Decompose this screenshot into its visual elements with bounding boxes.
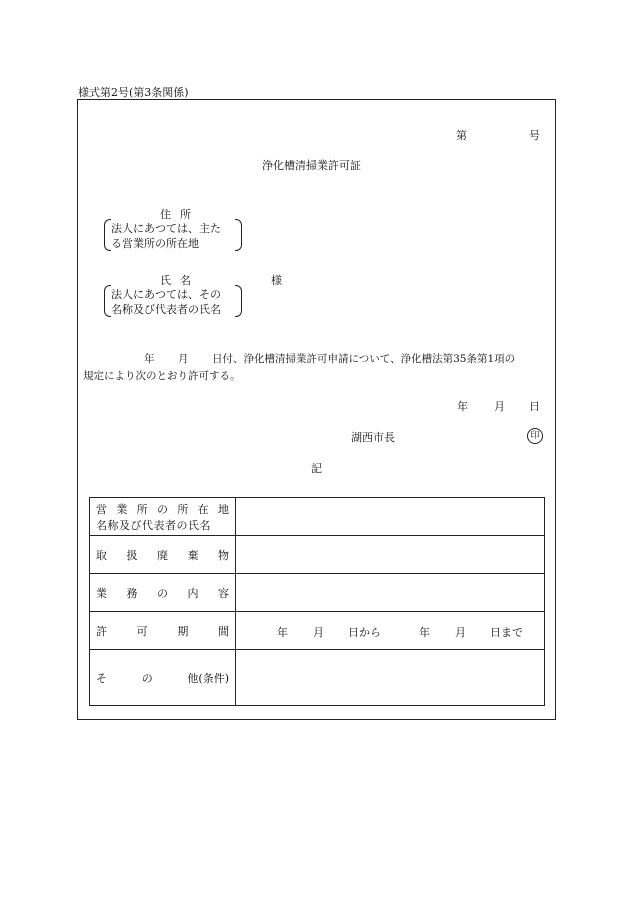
row1-char: 営 bbox=[96, 502, 107, 516]
document-title: 浄化槽清掃業許可証 bbox=[262, 159, 361, 172]
period-tsuki-1: 月 bbox=[313, 625, 324, 639]
row5-hoka: 他(条件) bbox=[187, 671, 229, 685]
period-hi-until: 日まで bbox=[490, 625, 523, 639]
form-number: 様式第2号(第3条関係) bbox=[78, 86, 189, 99]
name-note-line2: 名称及び代表者の氏名 bbox=[111, 303, 221, 316]
row3-char: 内 bbox=[187, 586, 199, 600]
row2-char: 扱 bbox=[126, 548, 138, 562]
row-value-office-name[interactable] bbox=[236, 498, 545, 536]
row-value-business[interactable] bbox=[236, 574, 545, 612]
row2-char: 廃 bbox=[157, 548, 168, 562]
row2-char: 物 bbox=[218, 548, 229, 562]
row1-char: の bbox=[156, 502, 168, 516]
row-value-period[interactable] bbox=[236, 612, 545, 650]
date-nen: 年 bbox=[457, 400, 468, 413]
date-tsuki: 月 bbox=[494, 400, 505, 413]
row4-char: 間 bbox=[217, 624, 229, 638]
row4-char: 可 bbox=[136, 624, 148, 638]
date-hi: 日 bbox=[529, 400, 540, 413]
row-label-business bbox=[90, 574, 236, 612]
row4-char: 許 bbox=[96, 624, 107, 638]
row3-char: 務 bbox=[126, 586, 138, 600]
name-honorific: 様 bbox=[271, 274, 282, 287]
row1-char: 在 bbox=[197, 502, 209, 516]
name-label-1: 氏 bbox=[160, 274, 171, 287]
name-bracket-left bbox=[104, 285, 111, 317]
address-label-1: 住 bbox=[160, 208, 171, 221]
number-dai: 第 bbox=[456, 129, 467, 142]
address-note-line1: 法人にあつては、主た bbox=[111, 222, 221, 235]
row-value-waste[interactable] bbox=[236, 536, 545, 574]
name-bracket-right bbox=[235, 285, 242, 317]
body-line1: 日付、浄化槽清掃業許可申請について、浄化槽法第35条第1項の bbox=[212, 353, 516, 365]
name-note-line1: 法人にあつては、その bbox=[111, 288, 221, 301]
row-value-other[interactable] bbox=[236, 650, 545, 706]
issuer: 湖西市長 bbox=[351, 431, 395, 444]
seal-mark: 印 bbox=[527, 428, 543, 444]
row4-char: 期 bbox=[177, 624, 189, 638]
address-note-line2: る営業所の所在地 bbox=[111, 237, 199, 250]
name-label-2: 名 bbox=[180, 274, 191, 287]
row3-char: 容 bbox=[218, 586, 229, 600]
row5-so: そ bbox=[96, 671, 107, 685]
period-hi-from: 日から bbox=[348, 625, 381, 639]
row1-label-line1 bbox=[96, 501, 229, 517]
table-row bbox=[90, 650, 545, 706]
row-label-waste bbox=[90, 536, 236, 574]
row-label-office-name bbox=[90, 498, 236, 536]
body-line2: 規定により次のとおり許可する。 bbox=[83, 370, 241, 382]
body-tsuki: 月 bbox=[178, 353, 189, 365]
period-nen-2: 年 bbox=[419, 625, 430, 639]
row2-char: 棄 bbox=[187, 548, 199, 562]
period-tsuki-2: 月 bbox=[455, 625, 466, 639]
row3-char: の bbox=[157, 586, 168, 600]
period-nen-1: 年 bbox=[277, 625, 288, 639]
table-row bbox=[90, 498, 545, 536]
row-label-period bbox=[90, 612, 236, 650]
table-row bbox=[90, 612, 545, 650]
row3-char: 業 bbox=[96, 586, 107, 600]
row1-char: 所 bbox=[136, 502, 148, 516]
row1-char: 地 bbox=[217, 502, 229, 516]
table-row bbox=[90, 574, 545, 612]
ki-heading: 記 bbox=[311, 462, 322, 475]
row5-no: の bbox=[141, 671, 153, 685]
row-label-other bbox=[90, 650, 236, 706]
address-label-2: 所 bbox=[180, 208, 191, 221]
row1-char: 業 bbox=[116, 502, 128, 516]
address-bracket-right bbox=[235, 219, 242, 251]
details-table bbox=[89, 497, 545, 706]
row1-char: 所 bbox=[177, 502, 189, 516]
address-bracket-left bbox=[104, 219, 111, 251]
table-row bbox=[90, 536, 545, 574]
body-nen: 年 bbox=[144, 353, 155, 365]
number-go: 号 bbox=[529, 129, 540, 142]
row1-label-line2: 名称及び代表者の氏名 bbox=[96, 518, 211, 532]
row2-char: 取 bbox=[96, 548, 107, 562]
